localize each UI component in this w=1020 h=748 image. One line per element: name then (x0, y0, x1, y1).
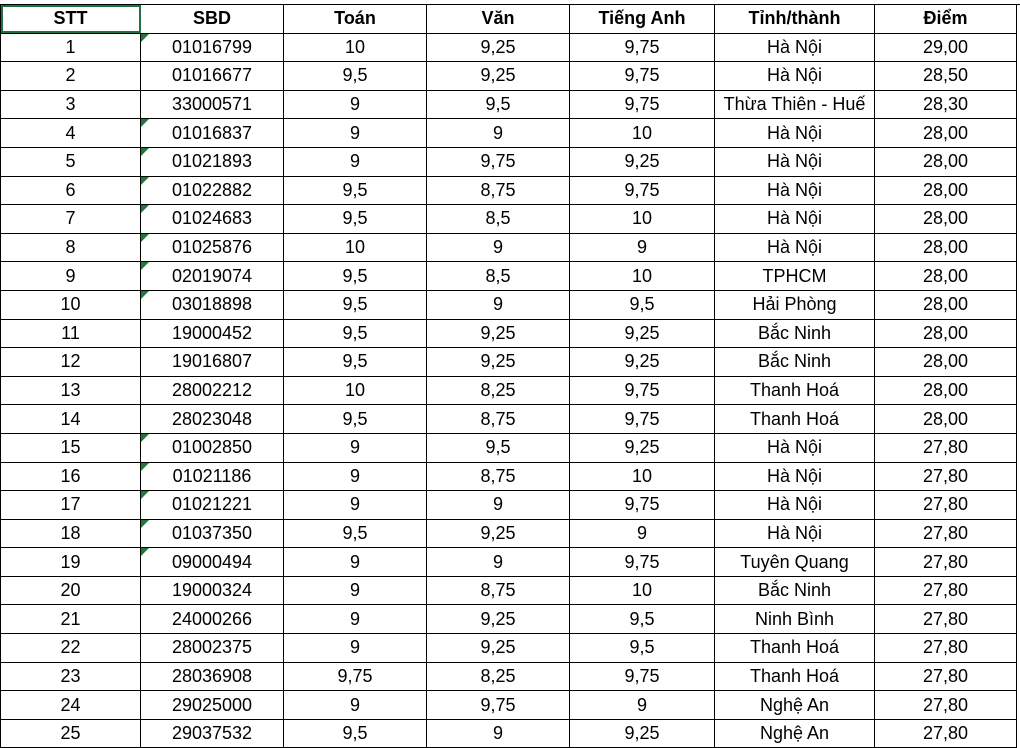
cell-van[interactable]: 8,75 (427, 576, 570, 605)
cell-diem[interactable]: 28,00 (875, 205, 1017, 234)
cell-tieng-anh[interactable]: 9,5 (570, 290, 715, 319)
cell-diem[interactable]: 27,80 (875, 548, 1017, 577)
cell-diem[interactable]: 27,80 (875, 662, 1017, 691)
table-row (1, 691, 1017, 720)
cell-value: 33000571 (171, 94, 253, 115)
cell-stt[interactable]: 20 (1, 576, 141, 605)
cell-tinh-thanh[interactable]: Bắc Ninh (715, 348, 875, 377)
cell-value: 01021186 (172, 465, 252, 486)
cell-van[interactable]: 9,5 (427, 433, 570, 462)
header-van[interactable]: Văn (427, 5, 570, 34)
cell-toan[interactable]: 9 (284, 90, 427, 119)
cell-diem[interactable]: 27,80 (875, 605, 1017, 634)
cell-van[interactable]: 9 (427, 491, 570, 520)
cell-stt[interactable]: 24 (1, 691, 141, 720)
cell-stt[interactable]: 9 (1, 262, 141, 291)
cell-toan[interactable]: 9,5 (284, 719, 427, 748)
table-row (1, 719, 1017, 748)
cell-stt[interactable]: 2 (1, 62, 141, 91)
cell-sbd[interactable] (141, 147, 284, 176)
table-row (1, 519, 1017, 548)
cell-tieng-anh[interactable]: 9,75 (570, 62, 715, 91)
cell-van[interactable]: 9,5 (427, 90, 570, 119)
table-row (1, 433, 1017, 462)
cell-tieng-anh[interactable]: 9,75 (570, 662, 715, 691)
cell-value: 01037350 (171, 522, 253, 543)
cell-diem[interactable]: 28,00 (875, 119, 1017, 148)
cell-value: 01002850 (171, 437, 253, 458)
cell-tieng-anh[interactable]: 9,25 (570, 348, 715, 377)
cell-value: 01021221 (171, 494, 253, 515)
cell-sbd[interactable] (141, 548, 284, 577)
cell-value: 28002375 (171, 637, 253, 658)
header-sbd[interactable]: SBD (141, 5, 284, 34)
cell-stt[interactable]: 3 (1, 90, 141, 119)
table-row (1, 62, 1017, 91)
cell-stt[interactable]: 23 (1, 662, 141, 691)
cell-toan[interactable]: 9 (284, 548, 427, 577)
cell-toan[interactable]: 9 (284, 119, 427, 148)
cell-stt[interactable]: 7 (1, 205, 141, 234)
cell-toan[interactable]: 9,5 (284, 519, 427, 548)
cell-van[interactable]: 8,75 (427, 462, 570, 491)
cell-tieng-anh[interactable]: 9,75 (570, 491, 715, 520)
error-indicator-icon[interactable] (141, 177, 149, 185)
cell-sbd[interactable] (141, 233, 284, 262)
cell-stt[interactable]: 11 (1, 319, 141, 348)
cell-diem[interactable]: 27,80 (875, 462, 1017, 491)
cell-tieng-anh[interactable]: 9 (570, 519, 715, 548)
cell-toan[interactable]: 9 (284, 462, 427, 491)
cell-sbd[interactable] (141, 576, 284, 605)
cell-sbd[interactable] (141, 634, 284, 663)
table-row (1, 147, 1017, 176)
table-row (1, 262, 1017, 291)
cell-toan[interactable]: 9,5 (284, 205, 427, 234)
cell-stt[interactable]: 4 (1, 119, 141, 148)
cell-diem[interactable]: 28,50 (875, 62, 1017, 91)
cell-diem[interactable]: 28,30 (875, 90, 1017, 119)
error-indicator-icon[interactable] (141, 463, 149, 471)
error-indicator-icon[interactable] (141, 234, 149, 242)
cell-tinh-thanh[interactable]: Hà Nội (715, 119, 875, 148)
cell-diem[interactable]: 28,00 (875, 233, 1017, 262)
cell-stt[interactable]: 17 (1, 491, 141, 520)
cell-tinh-thanh[interactable]: Hà Nội (715, 433, 875, 462)
cell-sbd[interactable] (141, 719, 284, 748)
cell-sbd[interactable] (141, 376, 284, 405)
table-row (1, 233, 1017, 262)
cell-sbd[interactable] (141, 433, 284, 462)
cell-value: 28036908 (171, 665, 253, 686)
header-stt[interactable]: STT (1, 5, 141, 34)
cell-diem[interactable]: 27,80 (875, 691, 1017, 720)
cell-stt[interactable]: 25 (1, 719, 141, 748)
cell-sbd[interactable] (141, 90, 284, 119)
cell-tinh-thanh[interactable]: Bắc Ninh (715, 319, 875, 348)
cell-diem[interactable]: 27,80 (875, 719, 1017, 748)
cell-toan[interactable]: 9 (284, 605, 427, 634)
table-body (1, 33, 1017, 748)
cell-diem[interactable]: 27,80 (875, 576, 1017, 605)
cell-stt[interactable]: 14 (1, 405, 141, 434)
cell-toan[interactable]: 9 (284, 576, 427, 605)
table-row (1, 662, 1017, 691)
cell-van[interactable]: 9,75 (427, 691, 570, 720)
cell-toan[interactable]: 9 (284, 433, 427, 462)
table-row (1, 348, 1017, 377)
cell-tieng-anh[interactable]: 9,75 (570, 376, 715, 405)
header-row (1, 5, 1017, 34)
cell-diem[interactable]: 27,80 (875, 634, 1017, 663)
table-row (1, 548, 1017, 577)
cell-van[interactable]: 9 (427, 233, 570, 262)
cell-tieng-anh[interactable]: 9,75 (570, 33, 715, 62)
cell-stt[interactable]: 21 (1, 605, 141, 634)
cell-toan[interactable]: 9 (284, 147, 427, 176)
cell-toan[interactable]: 9,5 (284, 176, 427, 205)
cell-sbd[interactable] (141, 691, 284, 720)
cell-sbd[interactable] (141, 290, 284, 319)
error-indicator-icon[interactable] (141, 491, 149, 499)
table-row (1, 605, 1017, 634)
error-indicator-icon[interactable] (141, 148, 149, 156)
cell-toan[interactable]: 10 (284, 33, 427, 62)
cell-tinh-thanh[interactable]: Thanh Hoá (715, 662, 875, 691)
cell-value: 28023048 (171, 408, 253, 429)
table-row (1, 634, 1017, 663)
cell-tieng-anh[interactable]: 9,25 (570, 147, 715, 176)
cell-tinh-thanh[interactable]: Hà Nội (715, 462, 875, 491)
error-indicator-icon[interactable] (141, 291, 149, 299)
cell-van[interactable]: 9 (427, 119, 570, 148)
cell-toan[interactable]: 9,75 (284, 662, 427, 691)
cell-value: 03018898 (171, 294, 253, 315)
cell-sbd[interactable] (141, 462, 284, 491)
cell-tieng-anh[interactable]: 9,25 (570, 319, 715, 348)
cell-tinh-thanh[interactable]: Tuyên Quang (715, 548, 875, 577)
cell-sbd[interactable] (141, 205, 284, 234)
cell-tinh-thanh[interactable]: Hà Nội (715, 233, 875, 262)
cell-van[interactable]: 8,25 (427, 662, 570, 691)
cell-value: 01025876 (171, 237, 253, 258)
cell-sbd[interactable] (141, 262, 284, 291)
cell-stt[interactable]: 10 (1, 290, 141, 319)
cell-value: 29037532 (171, 723, 253, 744)
cell-stt[interactable]: 19 (1, 548, 141, 577)
cell-stt[interactable]: 8 (1, 233, 141, 262)
cell-tieng-anh[interactable]: 9,75 (570, 405, 715, 434)
cell-van[interactable]: 9,25 (427, 519, 570, 548)
cell-stt[interactable]: 15 (1, 433, 141, 462)
cell-tinh-thanh[interactable]: Hà Nội (715, 33, 875, 62)
header-diem[interactable]: Điểm (875, 5, 1017, 34)
cell-tieng-anh[interactable]: 10 (570, 262, 715, 291)
error-indicator-icon[interactable] (141, 34, 149, 42)
cell-diem[interactable]: 28,00 (875, 176, 1017, 205)
cell-sbd[interactable] (141, 348, 284, 377)
cell-tinh-thanh[interactable]: Hà Nội (715, 147, 875, 176)
cell-tinh-thanh[interactable]: Nghệ An (715, 719, 875, 748)
cell-van[interactable]: 8,75 (427, 405, 570, 434)
cell-tieng-anh[interactable]: 10 (570, 205, 715, 234)
cell-tinh-thanh[interactable]: Thanh Hoá (715, 376, 875, 405)
cell-sbd[interactable] (141, 405, 284, 434)
error-indicator-icon[interactable] (141, 205, 149, 213)
error-indicator-icon[interactable] (141, 262, 149, 270)
cell-diem[interactable]: 29,00 (875, 33, 1017, 62)
cell-sbd[interactable] (141, 33, 284, 62)
cell-van[interactable]: 9,25 (427, 348, 570, 377)
cell-toan[interactable]: 10 (284, 376, 427, 405)
cell-toan[interactable]: 9,5 (284, 62, 427, 91)
cell-value: 09000494 (171, 551, 253, 572)
cell-van[interactable]: 9,25 (427, 62, 570, 91)
cell-toan[interactable]: 9,5 (284, 348, 427, 377)
cell-sbd[interactable] (141, 319, 284, 348)
cell-stt[interactable]: 5 (1, 147, 141, 176)
cell-diem[interactable]: 28,00 (875, 290, 1017, 319)
cell-diem[interactable]: 27,80 (875, 433, 1017, 462)
cell-van[interactable]: 9 (427, 290, 570, 319)
cell-stt[interactable]: 22 (1, 634, 141, 663)
cell-tinh-thanh[interactable]: Thừa Thiên - Huế (715, 90, 875, 119)
cell-toan[interactable]: 9,5 (284, 405, 427, 434)
cell-stt[interactable]: 18 (1, 519, 141, 548)
table-row (1, 205, 1017, 234)
cell-value: 24000266 (171, 608, 253, 629)
cell-diem[interactable]: 28,00 (875, 376, 1017, 405)
cell-tieng-anh[interactable]: 9,25 (570, 719, 715, 748)
cell-sbd[interactable] (141, 119, 284, 148)
cell-van[interactable]: 9,25 (427, 605, 570, 634)
table-row (1, 290, 1017, 319)
cell-toan[interactable]: 9 (284, 491, 427, 520)
table-row (1, 33, 1017, 62)
cell-toan[interactable]: 9,5 (284, 262, 427, 291)
cell-van[interactable]: 9,25 (427, 319, 570, 348)
table-row (1, 376, 1017, 405)
cell-tinh-thanh[interactable]: Thanh Hoá (715, 405, 875, 434)
cell-van[interactable]: 9,25 (427, 33, 570, 62)
cell-tieng-anh[interactable]: 9,5 (570, 634, 715, 663)
cell-tieng-anh[interactable]: 9,75 (570, 176, 715, 205)
cell-value: 02019074 (171, 265, 253, 286)
cell-sbd[interactable] (141, 605, 284, 634)
cell-van[interactable]: 9 (427, 719, 570, 748)
cell-stt[interactable]: 13 (1, 376, 141, 405)
cell-van[interactable]: 9,75 (427, 147, 570, 176)
cell-sbd[interactable] (141, 176, 284, 205)
table-row (1, 462, 1017, 491)
cell-tinh-thanh[interactable]: Hải Phòng (715, 290, 875, 319)
cell-van[interactable]: 9 (427, 548, 570, 577)
cell-value: 01021893 (171, 151, 253, 172)
cell-stt[interactable]: 1 (1, 33, 141, 62)
cell-toan[interactable]: 9 (284, 691, 427, 720)
cell-toan[interactable]: 9,5 (284, 319, 427, 348)
cell-toan[interactable]: 9,5 (284, 290, 427, 319)
cell-value: 01016799 (171, 36, 253, 57)
cell-stt[interactable]: 6 (1, 176, 141, 205)
cell-value: 28002212 (171, 380, 253, 401)
cell-value: 01022882 (171, 179, 253, 200)
cell-tinh-thanh[interactable]: Hà Nội (715, 205, 875, 234)
cell-diem[interactable]: 28,00 (875, 262, 1017, 291)
table-row (1, 405, 1017, 434)
header-toan[interactable]: Toán (284, 5, 427, 34)
cell-tieng-anh[interactable]: 9 (570, 691, 715, 720)
cell-sbd[interactable] (141, 62, 284, 91)
table-row (1, 119, 1017, 148)
cell-van[interactable]: 8,5 (427, 262, 570, 291)
cell-toan[interactable]: 10 (284, 233, 427, 262)
header-tinh-thanh[interactable]: Tỉnh/thành (715, 5, 875, 34)
error-indicator-icon[interactable] (141, 520, 149, 528)
cell-value: 01016677 (171, 65, 253, 86)
cell-diem[interactable]: 27,80 (875, 491, 1017, 520)
cell-van[interactable]: 9,25 (427, 634, 570, 663)
table-row (1, 176, 1017, 205)
cell-tinh-thanh[interactable]: Hà Nội (715, 519, 875, 548)
table-row (1, 90, 1017, 119)
cell-diem[interactable]: 28,00 (875, 405, 1017, 434)
cell-tieng-anh[interactable]: 9,25 (570, 433, 715, 462)
cell-van[interactable]: 8,5 (427, 205, 570, 234)
cell-value: 19016807 (171, 351, 253, 372)
cell-tinh-thanh[interactable]: Nghệ An (715, 691, 875, 720)
cell-value: 19000324 (171, 580, 253, 601)
cell-tieng-anh[interactable]: 9,5 (570, 605, 715, 634)
cell-diem[interactable]: 28,00 (875, 348, 1017, 377)
header-tieng-anh[interactable]: Tiếng Anh (570, 5, 715, 34)
cell-value: 29025000 (171, 694, 253, 715)
cell-value: 19000452 (171, 322, 253, 343)
cell-tieng-anh[interactable]: 9 (570, 233, 715, 262)
table-row (1, 576, 1017, 605)
cell-sbd[interactable] (141, 519, 284, 548)
cell-toan[interactable]: 9 (284, 634, 427, 663)
score-table (0, 4, 1017, 748)
cell-diem[interactable]: 28,00 (875, 147, 1017, 176)
error-indicator-icon[interactable] (141, 119, 149, 127)
cell-value: 01016837 (171, 122, 253, 143)
cell-tieng-anh[interactable]: 9,75 (570, 90, 715, 119)
error-indicator-icon[interactable] (141, 548, 149, 556)
cell-van[interactable]: 8,25 (427, 376, 570, 405)
cell-value: 01024683 (171, 208, 253, 229)
cell-tieng-anh[interactable]: 10 (570, 119, 715, 148)
cell-tieng-anh[interactable]: 10 (570, 576, 715, 605)
cell-tieng-anh[interactable]: 10 (570, 462, 715, 491)
cell-tieng-anh[interactable]: 9,75 (570, 548, 715, 577)
cell-diem[interactable]: 28,00 (875, 319, 1017, 348)
cell-tinh-thanh[interactable]: Hà Nội (715, 176, 875, 205)
cell-tinh-thanh[interactable]: Bắc Ninh (715, 576, 875, 605)
cell-tinh-thanh[interactable]: Hà Nội (715, 491, 875, 520)
table-row (1, 491, 1017, 520)
cell-stt[interactable]: 12 (1, 348, 141, 377)
cell-diem[interactable]: 27,80 (875, 519, 1017, 548)
cell-stt[interactable]: 16 (1, 462, 141, 491)
error-indicator-icon[interactable] (141, 434, 149, 442)
cell-tinh-thanh[interactable]: Hà Nội (715, 62, 875, 91)
cell-van[interactable]: 8,75 (427, 176, 570, 205)
cell-sbd[interactable] (141, 491, 284, 520)
cell-tinh-thanh[interactable]: Thanh Hoá (715, 634, 875, 663)
cell-tinh-thanh[interactable]: TPHCM (715, 262, 875, 291)
cell-sbd[interactable] (141, 662, 284, 691)
cell-tinh-thanh[interactable]: Ninh Bình (715, 605, 875, 634)
table-row (1, 319, 1017, 348)
